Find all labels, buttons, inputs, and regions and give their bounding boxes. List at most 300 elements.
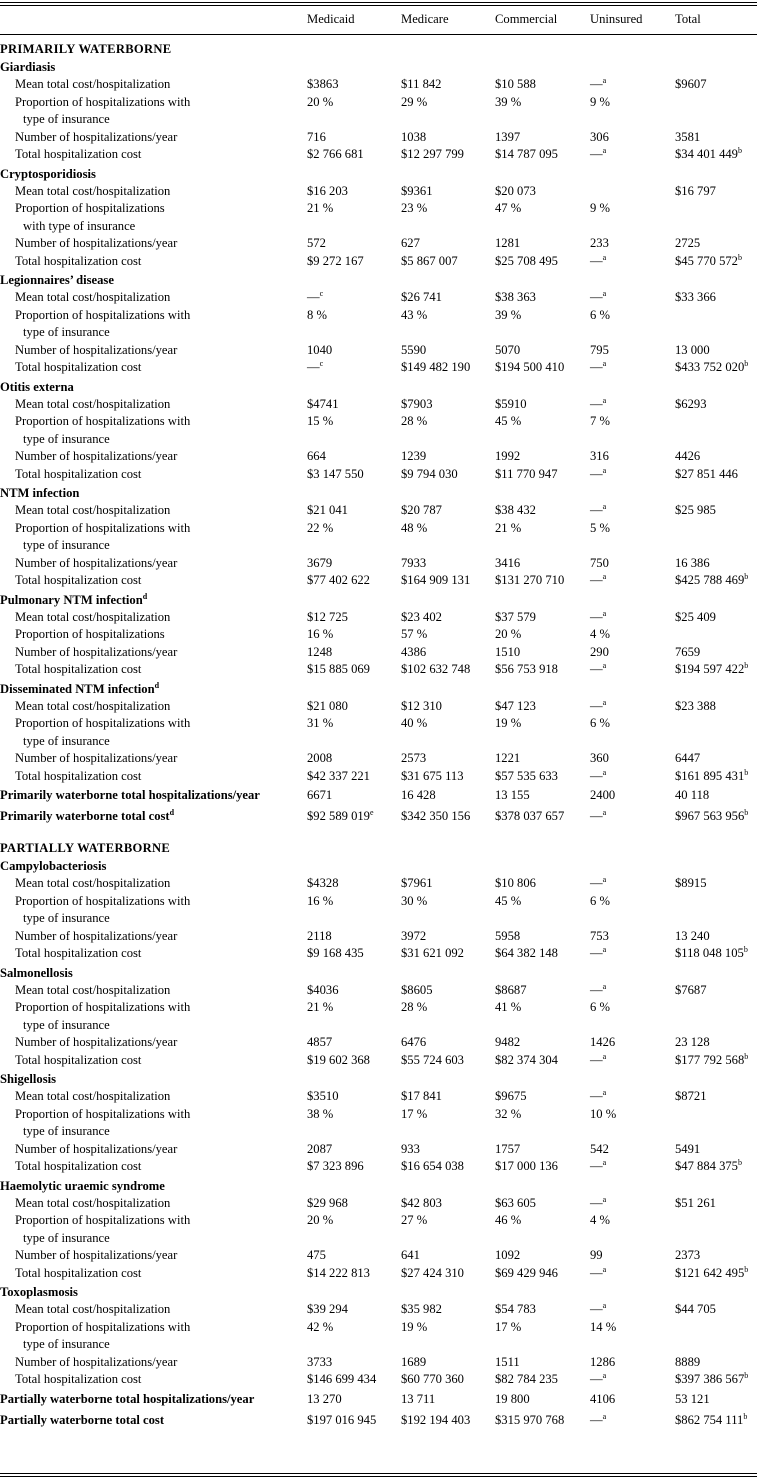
- cell-total: 5491: [675, 1141, 701, 1156]
- table-row: [0, 129, 757, 147]
- cell-medicaid: —$^c$: [307, 358, 324, 374]
- cell-commercial: $14 787 095: [495, 147, 558, 161]
- footnote-mark: b: [744, 767, 749, 777]
- row-label-cont: type of insurance: [23, 538, 110, 552]
- cell-medicare: 16 428: [401, 788, 436, 802]
- cell-medicare: 28 %: [401, 1000, 428, 1014]
- table-row: [0, 945, 757, 963]
- cell-commercial: $25 708 495: [495, 253, 558, 268]
- cell-medicare: 1038: [401, 129, 427, 144]
- cell-commercial: 1221: [495, 751, 521, 765]
- cell-commercial: 9482: [495, 1035, 521, 1049]
- cell-medicare: $342 350 156: [401, 809, 471, 823]
- cell-commercial: 19 800: [495, 1391, 530, 1406]
- cell-total: $161 895 431$^b$: [675, 767, 749, 783]
- footnote-mark: a: [602, 252, 607, 262]
- cell-medicaid: $14 222 813: [307, 1265, 370, 1280]
- total-row: [0, 787, 757, 808]
- row-label: Proportion of hospitalizations with: [15, 414, 191, 428]
- footnote-mark: b: [744, 1264, 749, 1274]
- row-label: Mean total cost/hospitalization: [15, 1302, 171, 1316]
- cell-medicaid: $77 402 622: [307, 573, 370, 587]
- row-label-cont: with type of insurance: [23, 218, 136, 233]
- cell-medicare: 2573: [401, 751, 427, 765]
- cell-total: $862 754 111$^b$: [675, 1411, 748, 1427]
- cell-commercial: 17 %: [495, 1319, 522, 1334]
- cell-medicare: 627: [401, 236, 420, 250]
- disease-heading: [0, 166, 757, 183]
- cell-medicare: $31 621 092: [401, 946, 464, 960]
- cell-total: 3581: [675, 129, 701, 144]
- footnote-mark: b: [744, 571, 749, 581]
- cell-uninsured: —$^a$: [590, 501, 607, 517]
- row-label: Proportion of hospitalizations with: [15, 520, 191, 535]
- cell-uninsured: 360: [590, 751, 609, 765]
- disease-heading: [0, 485, 757, 502]
- cell-commercial: 47 %: [495, 201, 522, 215]
- table-row: [0, 1354, 757, 1372]
- cell-medicare: 3972: [401, 928, 427, 943]
- row-label: Mean total cost/hospitalization: [15, 77, 171, 91]
- disease-name: Salmonellosis: [0, 965, 73, 980]
- cell-total: $23 388: [675, 698, 716, 713]
- cell-uninsured: —$^a$: [590, 1051, 607, 1067]
- disease-heading: [0, 1071, 757, 1088]
- cell-total: $25 985: [675, 503, 716, 517]
- cell-medicare: $8605: [401, 982, 433, 997]
- cell-uninsured: —$^a$: [590, 358, 607, 374]
- table-row: [0, 1319, 757, 1354]
- cell-total: $34 401 449$^b$: [675, 145, 742, 161]
- cell-commercial: $20 073: [495, 183, 536, 198]
- cell-commercial: $47 123: [495, 698, 536, 713]
- cell-medicaid: $29 968: [307, 1195, 348, 1210]
- row-label-cont: type of insurance: [23, 1230, 110, 1245]
- cell-medicaid: $16 203: [307, 183, 348, 198]
- cell-total: $7687: [675, 982, 707, 997]
- cell-medicare: 29 %: [401, 94, 428, 109]
- disease-name: Campylobacteriosis: [0, 859, 107, 873]
- disease-name: Otitis externa: [0, 379, 74, 394]
- cell-medicaid: 475: [307, 1248, 326, 1262]
- row-label: Total hospitalization cost: [15, 573, 142, 587]
- cell-uninsured: 306: [590, 129, 609, 144]
- cell-medicaid: $9 168 435: [307, 946, 364, 960]
- table-row: [0, 698, 757, 716]
- total-row: [0, 1391, 757, 1412]
- total-label: Primarily waterborne total cost$^d$: [0, 807, 175, 823]
- row-label: Proportion of hospitalizations with: [15, 1319, 191, 1334]
- row-label: Total hospitalization cost: [15, 768, 142, 783]
- cell-uninsured: 5 %: [590, 520, 610, 535]
- row-label: Total hospitalization cost: [15, 1372, 142, 1386]
- disease-heading: [0, 965, 757, 982]
- cell-medicaid: $197 016 945: [307, 1412, 377, 1427]
- cell-uninsured: 6 %: [590, 893, 610, 908]
- row-label: Total hospitalization cost: [15, 360, 142, 374]
- cell-uninsured: 6 %: [590, 716, 610, 730]
- total-label: Partially waterborne total hospitalizations/year: [0, 1391, 255, 1406]
- row-label: Proportion of hospitalizations with: [15, 1106, 191, 1121]
- footnote-mark: a: [602, 660, 607, 670]
- cell-medicare: 19 %: [401, 1319, 428, 1334]
- cell-medicaid: 31 %: [307, 716, 334, 730]
- cell-total: $8721: [675, 1089, 707, 1103]
- table-row: [0, 1141, 757, 1159]
- cell-medicaid: 2008: [307, 751, 333, 765]
- footnote-mark: a: [602, 145, 607, 155]
- disease-name: Cryptosporidiosis: [0, 166, 96, 181]
- cell-total: 40 118: [675, 788, 710, 802]
- cell-medicaid: $19 602 368: [307, 1052, 370, 1067]
- footnote-mark: b: [744, 660, 749, 670]
- footnote-mark: a: [602, 807, 607, 817]
- disease-heading: [0, 858, 757, 875]
- cell-uninsured: 4106: [590, 1391, 616, 1406]
- table-row: [0, 999, 757, 1034]
- row-label-cont: type of insurance: [23, 431, 110, 446]
- cell-total: $27 851 446: [675, 466, 738, 481]
- cell-uninsured: —$^a$: [590, 944, 607, 960]
- cell-commercial: 1281: [495, 236, 521, 250]
- cell-uninsured: —$^a$: [590, 1087, 607, 1103]
- cell-uninsured: 1426: [590, 1035, 616, 1049]
- cell-medicare: $9 794 030: [401, 466, 458, 481]
- cell-medicare: $60 770 360: [401, 1372, 464, 1386]
- footnote-mark: c: [319, 288, 324, 298]
- cell-uninsured: 753: [590, 928, 609, 943]
- table-row: [0, 1265, 757, 1283]
- row-label: Total hospitalization cost: [15, 1052, 142, 1067]
- cell-medicare: $9361: [401, 183, 433, 198]
- cell-commercial: $11 770 947: [495, 466, 558, 481]
- cell-medicaid: $15 885 069: [307, 662, 370, 676]
- cell-medicaid: 21 %: [307, 201, 334, 215]
- cell-medicaid: 1040: [307, 342, 333, 357]
- cell-uninsured: 9 %: [590, 94, 610, 109]
- cell-commercial: $131 270 710: [495, 573, 565, 587]
- row-label: Mean total cost/hospitalization: [15, 290, 171, 304]
- row-label: Proportion of hospitalizations with: [15, 716, 191, 730]
- footnote-mark: b: [743, 944, 748, 954]
- table-row: [0, 1212, 757, 1247]
- row-label: Proportion of hospitalizations with: [15, 1000, 191, 1014]
- cell-medicare: $55 724 603: [401, 1052, 464, 1067]
- cell-uninsured: —$^a$: [590, 697, 607, 713]
- table-row: [0, 502, 757, 520]
- cell-total: 7659: [675, 644, 701, 659]
- table-row: [0, 359, 757, 377]
- cell-total: $33 366: [675, 290, 716, 304]
- table-row: [0, 982, 757, 1000]
- cell-medicare: 7933: [401, 555, 427, 570]
- cell-medicaid: $12 725: [307, 609, 348, 624]
- cell-total: $118 048 105$^b$: [675, 944, 748, 960]
- cell-total: $967 563 956$^b$: [675, 807, 749, 823]
- cell-medicaid: 13 270: [307, 1391, 342, 1406]
- disease-name: NTM infection: [0, 486, 80, 500]
- cell-medicare: 13 711: [401, 1391, 436, 1406]
- section-title: PRIMARILY WATERBORNE: [0, 42, 172, 56]
- cell-commercial: 3416: [495, 555, 521, 570]
- footnote-mark: a: [602, 1194, 607, 1204]
- header-medicare: Medicare: [401, 12, 449, 26]
- cell-commercial: 21 %: [495, 520, 522, 535]
- cell-commercial: 1992: [495, 449, 521, 463]
- cell-commercial: 19 %: [495, 716, 522, 730]
- cell-medicaid: 3733: [307, 1354, 333, 1369]
- cell-uninsured: 795: [590, 342, 609, 357]
- cell-medicaid: $146 699 434: [307, 1372, 377, 1386]
- cell-medicaid: 2087: [307, 1141, 333, 1156]
- footnote-mark: e: [369, 807, 374, 817]
- cell-medicare: $5 867 007: [401, 253, 458, 268]
- row-label: Proportion of hospitalizations with: [15, 893, 191, 908]
- table-row: [0, 661, 757, 679]
- row-label: Mean total cost/hospitalization: [15, 876, 171, 890]
- cell-medicare: $7961: [401, 876, 433, 890]
- row-label-cont: type of insurance: [23, 112, 110, 126]
- cell-medicare: $26 741: [401, 290, 442, 304]
- row-label: Mean total cost/hospitalization: [15, 1195, 171, 1210]
- table-row: [0, 1247, 757, 1265]
- footnote-mark: a: [602, 944, 607, 954]
- cell-medicaid: 572: [307, 236, 326, 250]
- footnote-mark: b: [744, 1370, 749, 1380]
- table-row: [0, 555, 757, 573]
- cell-medicaid: $4741: [307, 396, 339, 411]
- cell-medicaid: 16 %: [307, 893, 334, 908]
- row-label: Number of hospitalizations/year: [15, 236, 178, 250]
- disease-heading: [0, 681, 757, 698]
- cell-medicare: 1239: [401, 449, 427, 463]
- cell-uninsured: —$^a$: [590, 660, 607, 676]
- cell-medicaid: $7 323 896: [307, 1159, 364, 1173]
- table-row: [0, 342, 757, 360]
- section-title: PARTIALLY WATERBORNE: [0, 841, 171, 855]
- row-label: Total hospitalization cost: [15, 1265, 142, 1280]
- cell-commercial: 45 %: [495, 414, 522, 428]
- table-row: [0, 1088, 757, 1106]
- total-label: Primarily waterborne total hospitalizations/year: [0, 788, 260, 802]
- cell-commercial: $56 753 918: [495, 662, 558, 676]
- footnote-mark: a: [602, 767, 607, 777]
- cell-commercial: $69 429 946: [495, 1265, 558, 1280]
- cell-commercial: $57 535 633: [495, 768, 558, 783]
- cell-total: 53 121: [675, 1391, 710, 1406]
- cell-medicaid: $42 337 221: [307, 768, 370, 783]
- row-label: Mean total cost/hospitalization: [15, 698, 171, 713]
- footnote-mark: a: [602, 1157, 607, 1167]
- table-row: [0, 466, 757, 484]
- disease-name: Pulmonary NTM infection$^d$: [0, 591, 148, 607]
- row-label: Number of hospitalizations/year: [15, 1354, 178, 1369]
- cell-commercial: $378 037 657: [495, 809, 565, 823]
- cell-commercial: 32 %: [495, 1106, 522, 1121]
- cell-commercial: 46 %: [495, 1213, 522, 1227]
- footnote-mark: b: [743, 1411, 748, 1421]
- cell-medicaid: $3863: [307, 77, 339, 91]
- footnote-mark: a: [602, 608, 607, 618]
- cell-commercial: 41 %: [495, 1000, 522, 1014]
- cell-total: 2373: [675, 1248, 701, 1262]
- cell-uninsured: —$^a$: [590, 465, 607, 481]
- section-heading: [0, 840, 757, 858]
- section-heading: [0, 41, 757, 59]
- cell-medicare: $16 654 038: [401, 1159, 464, 1173]
- cell-commercial: 1510: [495, 644, 521, 659]
- disease-name: Giardiasis: [0, 60, 56, 74]
- row-label-cont: type of insurance: [23, 1017, 110, 1032]
- cell-uninsured: 233: [590, 236, 609, 250]
- cell-medicaid: $21 041: [307, 503, 348, 517]
- cell-medicare: 6476: [401, 1035, 427, 1049]
- cell-total: $16 797: [675, 183, 716, 198]
- table-row: [0, 520, 757, 555]
- row-label: Number of hospitalizations/year: [15, 449, 178, 463]
- row-label: Number of hospitalizations/year: [15, 928, 178, 943]
- cell-commercial: 1757: [495, 1141, 521, 1156]
- cell-total: $6293: [675, 396, 707, 411]
- total-label: Partially waterborne total cost: [0, 1412, 165, 1427]
- table-row: [0, 1052, 757, 1070]
- table-row: [0, 1034, 757, 1052]
- table-row: [0, 893, 757, 928]
- cell-medicaid: 664: [307, 449, 326, 463]
- cell-commercial: $38 363: [495, 290, 536, 304]
- cell-uninsured: —$^a$: [590, 571, 607, 587]
- row-label-cont: type of insurance: [23, 1124, 110, 1138]
- cell-medicare: $23 402: [401, 609, 442, 624]
- cell-medicaid: $39 294: [307, 1302, 348, 1316]
- table-row: [0, 572, 757, 590]
- bottom-rule-1: [0, 1473, 757, 1474]
- cell-uninsured: 290: [590, 644, 609, 659]
- cell-uninsured: 9 %: [590, 201, 610, 215]
- cell-medicare: 43 %: [401, 307, 428, 322]
- footnote-mark: a: [602, 465, 607, 475]
- row-label: Mean total cost/hospitalization: [15, 396, 171, 411]
- footnote-mark: a: [602, 981, 607, 991]
- table-row: [0, 750, 757, 768]
- header-uninsured: Uninsured: [590, 12, 643, 26]
- table-row: [0, 768, 757, 786]
- cell-commercial: $10 806: [495, 876, 536, 890]
- disease-heading: [0, 1178, 757, 1195]
- footnote-mark: b: [744, 807, 749, 817]
- disease-heading: [0, 592, 757, 609]
- table-row: [0, 146, 757, 164]
- row-label: Total hospitalization cost: [15, 147, 142, 161]
- cell-total: $433 752 020$^b$: [675, 358, 749, 374]
- table-row: [0, 289, 757, 307]
- cell-uninsured: —$^a$: [590, 1370, 607, 1386]
- row-label: Total hospitalization cost: [15, 946, 142, 960]
- cell-uninsured: —$^a$: [590, 981, 607, 997]
- cell-medicaid: 8 %: [307, 307, 327, 322]
- cell-uninsured: —$^a$: [590, 395, 607, 411]
- cell-medicare: $35 982: [401, 1302, 442, 1316]
- row-label: Number of hospitalizations/year: [15, 1141, 178, 1156]
- cell-uninsured: —$^a$: [590, 874, 607, 890]
- cell-medicaid: $21 080: [307, 698, 348, 713]
- cell-medicare: $164 909 131: [401, 573, 471, 587]
- table-row: [0, 253, 757, 271]
- row-label: Total hospitalization cost: [15, 466, 142, 481]
- cell-uninsured: 6 %: [590, 1000, 610, 1014]
- footnote-mark: a: [602, 1370, 607, 1380]
- cell-commercial: $315 970 768: [495, 1412, 565, 1427]
- cell-total: 4426: [675, 449, 701, 463]
- cell-total: $44 705: [675, 1302, 716, 1316]
- cell-total: $25 409: [675, 609, 716, 624]
- footnote-mark: b: [737, 1157, 742, 1167]
- cell-medicaid: 1248: [307, 644, 333, 659]
- cell-medicare: $192 194 403: [401, 1412, 471, 1427]
- footnote-mark: d: [142, 591, 148, 601]
- cell-commercial: $82 374 304: [495, 1052, 558, 1067]
- header-commercial: Commercial: [495, 12, 558, 26]
- header-medicaid: Medicaid: [307, 12, 355, 26]
- cell-total: $121 642 495$^b$: [675, 1264, 749, 1280]
- footnote-mark: d: [169, 807, 175, 817]
- cell-uninsured: 99: [590, 1248, 603, 1262]
- cell-total: 2725: [675, 236, 701, 250]
- cell-medicare: $11 842: [401, 77, 442, 91]
- cell-total: 13 000: [675, 342, 710, 357]
- cell-medicaid: 716: [307, 129, 326, 144]
- cell-medicare: 30 %: [401, 893, 428, 908]
- cell-commercial: $17 000 136: [495, 1159, 558, 1173]
- row-label: Number of hospitalizations/year: [15, 555, 178, 570]
- cell-medicaid: $3 147 550: [307, 466, 364, 481]
- cell-total: 6447: [675, 751, 701, 765]
- cell-total: $425 788 469$^b$: [675, 571, 749, 587]
- cell-uninsured: 4 %: [590, 1213, 610, 1227]
- cell-uninsured: 10 %: [590, 1106, 617, 1121]
- cell-commercial: 39 %: [495, 307, 522, 322]
- cell-medicaid: $9 272 167: [307, 253, 364, 268]
- cell-medicare: 4386: [401, 644, 427, 659]
- cell-medicaid: 2118: [307, 928, 332, 943]
- cell-total: 13 240: [675, 928, 710, 943]
- cell-medicaid: 3679: [307, 555, 333, 570]
- cell-commercial: 45 %: [495, 893, 522, 908]
- table-row: [0, 609, 757, 627]
- cell-uninsured: —$^a$: [590, 1411, 607, 1427]
- cell-total: 23 128: [675, 1035, 710, 1049]
- cell-total: 8889: [675, 1354, 701, 1369]
- cell-medicare: $17 841: [401, 1089, 442, 1103]
- table-row: [0, 448, 757, 466]
- row-label: Proportion of hospitalizations with: [15, 94, 191, 109]
- table-row: [0, 715, 757, 750]
- cell-medicare: $20 787: [401, 503, 442, 517]
- cell-total: $194 597 422$^b$: [675, 660, 749, 676]
- cell-commercial: 5070: [495, 342, 521, 357]
- footnote-mark: c: [319, 358, 324, 368]
- table-row: [0, 1106, 757, 1141]
- cell-medicare: $27 424 310: [401, 1265, 464, 1280]
- cell-total: 16 386: [675, 555, 710, 570]
- row-label: Proportion of hospitalizations: [15, 201, 165, 215]
- header-row: [0, 11, 757, 31]
- cell-commercial: 39 %: [495, 94, 522, 109]
- cell-commercial: 13 155: [495, 788, 530, 802]
- cell-uninsured: 542: [590, 1141, 609, 1156]
- cell-medicaid: $2 766 681: [307, 147, 364, 161]
- table-row: [0, 94, 757, 129]
